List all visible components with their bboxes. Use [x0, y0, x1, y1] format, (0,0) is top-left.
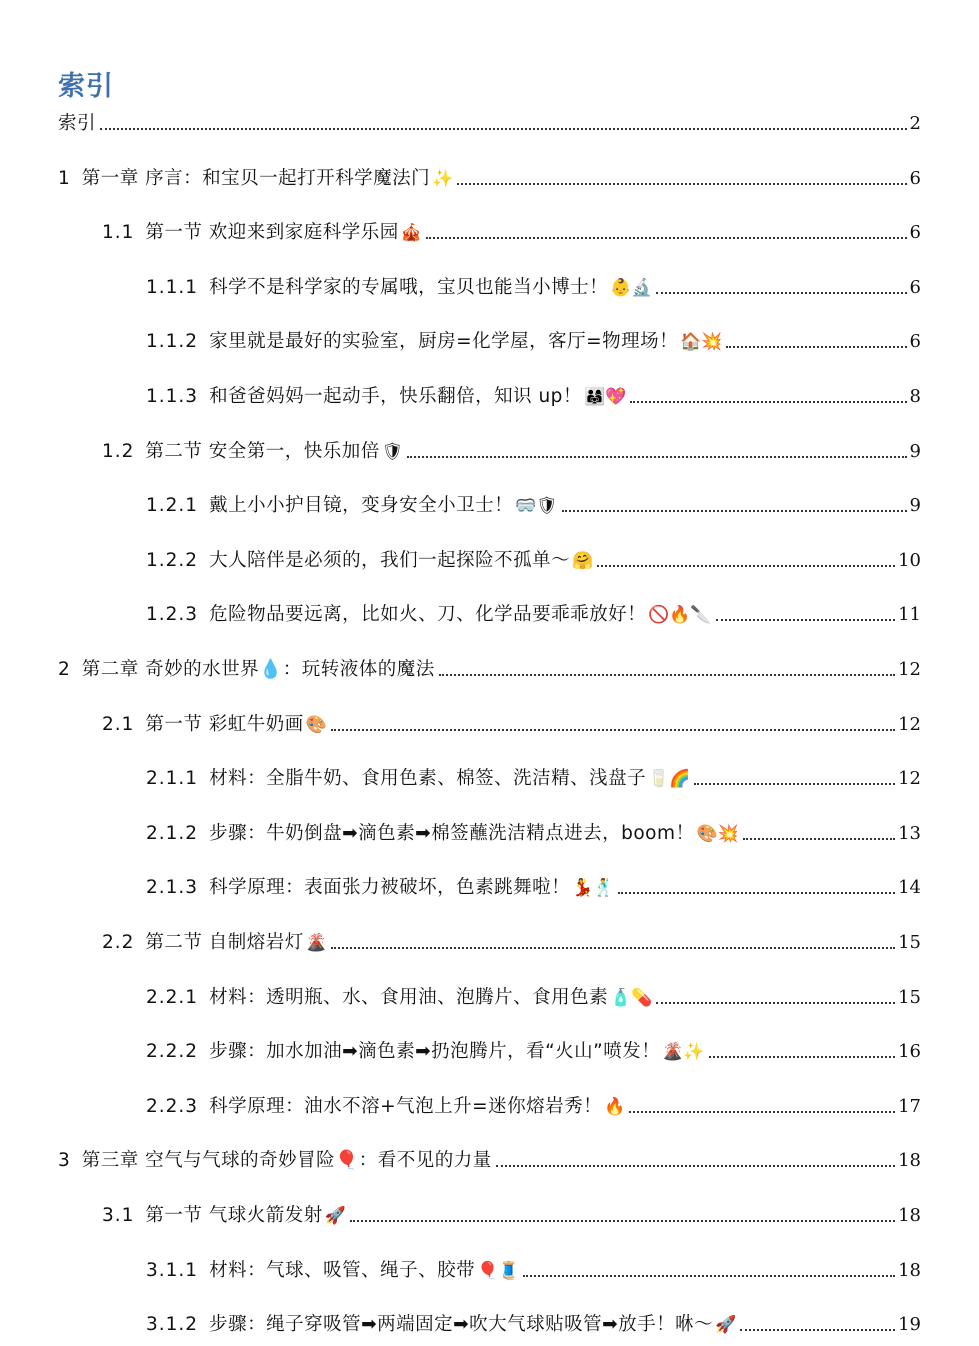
toc-leader-dots	[331, 728, 895, 731]
toc-entry-title: 科学不是科学家的专属哦，宝贝也能当小博士！	[209, 277, 609, 298]
toc-entry-title: 科学原理：油水不溶+气泡上升=迷你熔岩秀！	[209, 1096, 603, 1117]
toc-entry-title: 第一节 欢迎来到家庭科学乐园	[145, 222, 399, 243]
toc-entry[interactable]	[146, 761, 921, 791]
toc-entry[interactable]	[102, 1198, 921, 1228]
toc-entry-page-number: 6	[909, 331, 921, 352]
toc-entry-emoji-icon: 🤗	[572, 551, 594, 571]
toc-entry-emoji-icon: 🥽🛡	[515, 496, 558, 516]
toc-entry-title: 步骤：绳子穿吸管➡两端固定➡吹大气球贴吸管➡放手！咻～	[209, 1314, 714, 1335]
toc-entry-number: 3.1	[102, 1205, 135, 1226]
toc-entry-number: 1.2	[102, 441, 135, 462]
toc-entry-number: 1.1	[102, 222, 135, 243]
toc-entry-title: 材料：全脂牛奶、食用色素、棉签、洗洁精、浅盘子	[209, 768, 647, 789]
toc-leader-dots	[629, 1110, 895, 1113]
toc-entry-number: 2.2.2	[146, 1041, 199, 1062]
toc-entry[interactable]	[146, 980, 921, 1010]
toc-entry[interactable]	[102, 707, 921, 737]
toc-entry-title: 戴上小小护目镜，变身安全小卫士！	[209, 495, 514, 516]
toc-entry-page-number: 9	[909, 441, 921, 462]
toc-leader-dots	[716, 618, 895, 621]
toc-entry-page-number: 10	[898, 550, 921, 571]
toc-entry-page-number: 11	[898, 604, 921, 625]
toc-entry-title: 步骤：牛奶倒盘➡滴色素➡棉签蘸洗洁精点进去，boom！	[209, 823, 695, 844]
toc-entry-number: 3	[58, 1150, 71, 1171]
toc-heading: 索引	[58, 71, 114, 102]
toc-entry[interactable]	[146, 816, 921, 846]
toc-entry-emoji-icon: 🌋	[305, 933, 327, 953]
toc-entry-page-number: 12	[898, 659, 921, 680]
toc-entry[interactable]	[146, 324, 921, 354]
toc-leader-dots	[331, 946, 895, 949]
toc-entry-page-number: 18	[898, 1260, 921, 1281]
toc-entry-emoji-icon: 👨‍👩‍👧💖	[583, 387, 627, 407]
toc-leader-dots	[523, 1274, 895, 1277]
toc-entry-number: 1.1.2	[146, 331, 199, 352]
toc-leader-dots	[350, 1219, 895, 1222]
toc-entry[interactable]	[146, 597, 921, 627]
toc-entry[interactable]	[146, 1253, 921, 1283]
toc-entry-page-number: 14	[898, 877, 921, 898]
toc-entry-title: 第二章 奇妙的水世界💧：玩转液体的魔法	[81, 659, 435, 680]
toc-entry-number: 2.2	[102, 932, 135, 953]
toc-entry[interactable]	[146, 1307, 921, 1337]
toc-entry[interactable]	[146, 1089, 921, 1119]
toc-leader-dots	[426, 236, 907, 239]
toc-leader-dots	[740, 1328, 895, 1331]
toc-entry[interactable]	[146, 270, 921, 300]
toc-entry[interactable]	[102, 215, 921, 245]
toc-entry[interactable]	[102, 925, 921, 955]
toc-entry-title: 第三章 空气与气球的奇妙冒险🎈：看不见的力量	[81, 1150, 492, 1171]
toc-entry[interactable]	[146, 543, 921, 573]
toc-leader-dots	[743, 837, 895, 840]
toc-entry-page-number: 15	[898, 932, 921, 953]
toc-entry-title: 大人陪伴是必须的，我们一起探险不孤单～	[209, 550, 571, 571]
toc-leader-dots	[407, 455, 906, 458]
toc-entry-emoji-icon: 🎪	[400, 223, 422, 243]
toc-entry-emoji-icon: ✨	[432, 169, 454, 189]
toc-entry-emoji-icon: 🧴💊	[610, 988, 653, 1008]
toc-leader-dots	[656, 291, 906, 294]
toc-entry-page-number: 13	[898, 823, 921, 844]
toc-entry-title: 材料：透明瓶、水、食用油、泡腾片、食用色素	[209, 987, 609, 1008]
toc-entry-emoji-icon: 👶🔬	[610, 278, 653, 298]
toc-entry-page-number: 2	[909, 113, 921, 134]
toc-entry-title: 第一节 彩虹牛奶画	[145, 714, 304, 735]
toc-entry-emoji-icon: 🎈🧵	[477, 1261, 520, 1281]
toc-leader-dots	[439, 673, 895, 676]
toc-entry-emoji-icon: 🚀	[715, 1315, 737, 1335]
toc-entry-title: 科学原理：表面张力被破坏，色素跳舞啦！	[209, 877, 571, 898]
toc-entry[interactable]	[146, 488, 921, 518]
toc-entry-title: 危险物品要远离，比如火、刀、化学品要乖乖放好！	[209, 604, 647, 625]
toc-entry-title: 第二节 自制熔岩灯	[145, 932, 304, 953]
toc-entry[interactable]	[58, 1143, 921, 1173]
toc-entry-number: 2.1	[102, 714, 135, 735]
toc-entry-title: 索引	[58, 113, 97, 134]
toc-leader-dots	[562, 509, 907, 512]
toc-leader-dots	[709, 1055, 895, 1058]
toc-entry-page-number: 9	[909, 495, 921, 516]
toc-entry-number: 1.2.3	[146, 604, 199, 625]
toc-entry-emoji-icon: 🛡	[381, 442, 404, 462]
toc-leader-dots	[597, 564, 895, 567]
toc-leader-dots	[726, 345, 906, 348]
toc-entry-page-number: 6	[909, 277, 921, 298]
toc-entry-number: 1.2.1	[146, 495, 199, 516]
toc-entry-emoji-icon: 🥛🌈	[648, 769, 691, 789]
toc-leader-dots	[496, 1164, 895, 1167]
toc-entry-page-number: 18	[898, 1205, 921, 1226]
toc-entry-emoji-icon: 🔥	[604, 1097, 626, 1117]
toc-entry-number: 2	[58, 659, 71, 680]
toc-entry-page-number: 18	[898, 1150, 921, 1171]
toc-leader-dots	[656, 1001, 895, 1004]
toc-leader-dots	[630, 400, 906, 403]
toc-entry[interactable]	[58, 106, 921, 136]
toc-entry-emoji-icon: 🚀	[324, 1206, 346, 1226]
toc-entry[interactable]	[146, 1034, 921, 1064]
toc-entry-page-number: 12	[898, 768, 921, 789]
toc-entry-page-number: 19	[898, 1314, 921, 1335]
toc-entry-emoji-icon: 🎨	[305, 715, 327, 735]
toc-entry-emoji-icon: 🏠💥	[680, 332, 723, 352]
toc-entry[interactable]	[102, 434, 921, 464]
toc-entry-emoji-icon: 💃🕺	[572, 878, 615, 898]
toc-entry[interactable]	[146, 870, 921, 900]
toc-entry-page-number: 15	[898, 987, 921, 1008]
toc-entry-number: 3.1.1	[146, 1260, 199, 1281]
toc-entry-page-number: 17	[898, 1096, 921, 1117]
toc-entry-number: 2.1.3	[146, 877, 199, 898]
toc-entry-title: 第二节 安全第一，快乐加倍	[145, 441, 380, 462]
toc-entry-page-number: 6	[909, 168, 921, 189]
toc-entry-number: 2.1.2	[146, 823, 199, 844]
toc-entry-number: 1.1.3	[146, 386, 199, 407]
toc-entry-number: 1.2.2	[146, 550, 199, 571]
toc-leader-dots	[694, 782, 895, 785]
toc-entry-number: 2.1.1	[146, 768, 199, 789]
toc-entry-number: 1	[58, 168, 71, 189]
toc-entry-title: 第一章 序言：和宝贝一起打开科学魔法门	[81, 168, 431, 189]
toc-entry-emoji-icon: 🚫🔥🔪	[648, 605, 712, 625]
toc-entry[interactable]	[58, 161, 921, 191]
toc-entry-page-number: 6	[909, 222, 921, 243]
toc-entry-title: 材料：气球、吸管、绳子、胶带	[209, 1260, 476, 1281]
toc-entry-number: 2.2.1	[146, 987, 199, 1008]
toc-leader-dots	[100, 127, 907, 130]
toc-entry[interactable]	[146, 379, 921, 409]
toc-entry-number: 1.1.1	[146, 277, 199, 298]
toc-entry-title: 步骤：加水加油➡滴色素➡扔泡腾片，看“火山”喷发！	[209, 1041, 661, 1062]
toc-entry-page-number: 8	[909, 386, 921, 407]
toc-entry-page-number: 12	[898, 714, 921, 735]
toc-entry-title: 家里就是最好的实验室，厨房=化学屋，客厅=物理场！	[209, 331, 679, 352]
toc-entry-emoji-icon: 🌋✨	[662, 1042, 705, 1062]
toc-entry-title: 第一节 气球火箭发射	[145, 1205, 323, 1226]
toc-entry-number: 2.2.3	[146, 1096, 199, 1117]
toc-leader-dots	[618, 891, 895, 894]
toc-entry-title: 和爸爸妈妈一起动手，快乐翻倍，知识 up！	[209, 386, 582, 407]
toc-leader-dots	[457, 182, 906, 185]
toc-entry-number: 3.1.2	[146, 1314, 199, 1335]
toc-entry-page-number: 16	[898, 1041, 921, 1062]
toc-entry-emoji-icon: 🎨💥	[696, 824, 739, 844]
toc-entry[interactable]	[58, 652, 921, 682]
